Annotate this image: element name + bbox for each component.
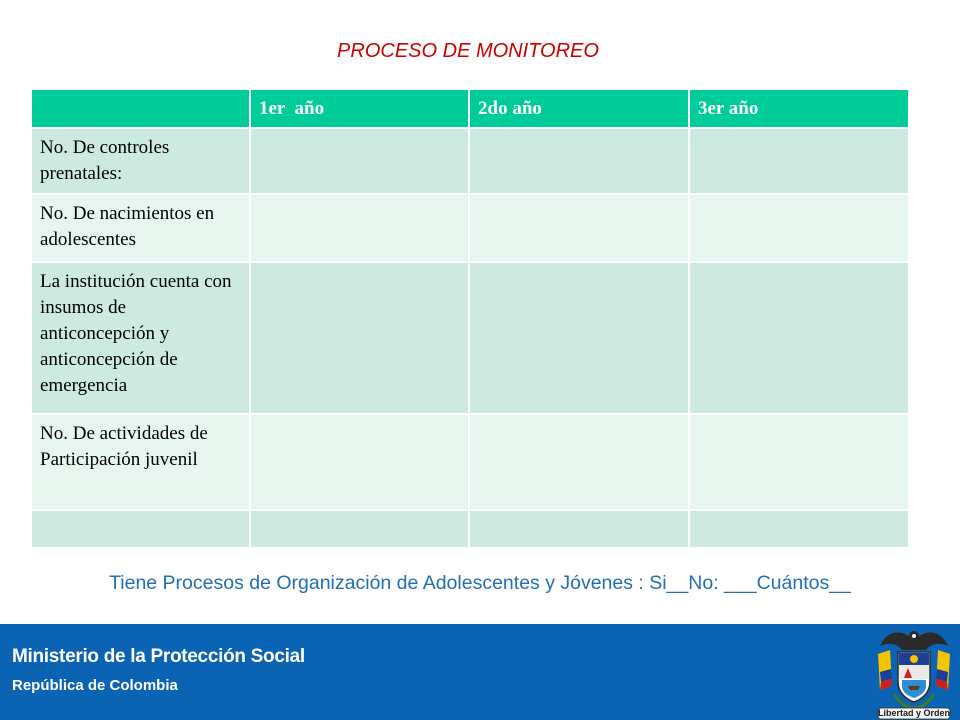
table-row [31, 128, 909, 194]
table-cell [469, 194, 689, 262]
colombia-coat-of-arms-icon [874, 624, 954, 720]
table-row [31, 194, 909, 262]
table-cell [469, 414, 689, 510]
table-row [31, 414, 909, 510]
table-cell [469, 510, 689, 548]
table-cell [689, 414, 909, 510]
row-label [31, 510, 250, 548]
table-cell [250, 128, 469, 194]
row-label: No. De controles prenatales: [31, 128, 250, 194]
table-cell [469, 262, 689, 414]
header-cell-year-3: 3er año [689, 89, 909, 128]
table-cell [250, 510, 469, 548]
table-row [31, 262, 909, 414]
table-cell [250, 414, 469, 510]
organization-question: Tiene Procesos de Organización de Adolescentes y Jóvenes : Si__No: ___Cuántos__ [109, 572, 851, 594]
header-cell-year-1: 1er año [250, 89, 469, 128]
table-cell [689, 510, 909, 548]
table-header-row [31, 89, 909, 128]
table-row [31, 510, 909, 548]
ministry-name: Ministerio de la Protección Social [12, 646, 305, 667]
table-cell [469, 128, 689, 194]
footer-bar [0, 624, 960, 720]
header-cell-year-2: 2do año [469, 89, 689, 128]
header-cell-indicator [31, 89, 250, 128]
row-label: La institución cuenta con insumos de anticoncepción y anticoncepción de emergencia [31, 262, 250, 414]
table-cell [689, 194, 909, 262]
crest-motto: Libertad y Orden [878, 708, 951, 718]
page-title: PROCESO DE MONITOREO [337, 40, 599, 62]
row-label: No. De nacimientos en adolescentes [31, 194, 250, 262]
republic-name: República de Colombia [12, 677, 178, 694]
row-label: No. De actividades de Participación juvenil [31, 414, 250, 510]
table-cell [250, 262, 469, 414]
monitoring-table [30, 88, 910, 549]
table-cell [689, 128, 909, 194]
table-cell [250, 194, 469, 262]
table-cell [689, 262, 909, 414]
